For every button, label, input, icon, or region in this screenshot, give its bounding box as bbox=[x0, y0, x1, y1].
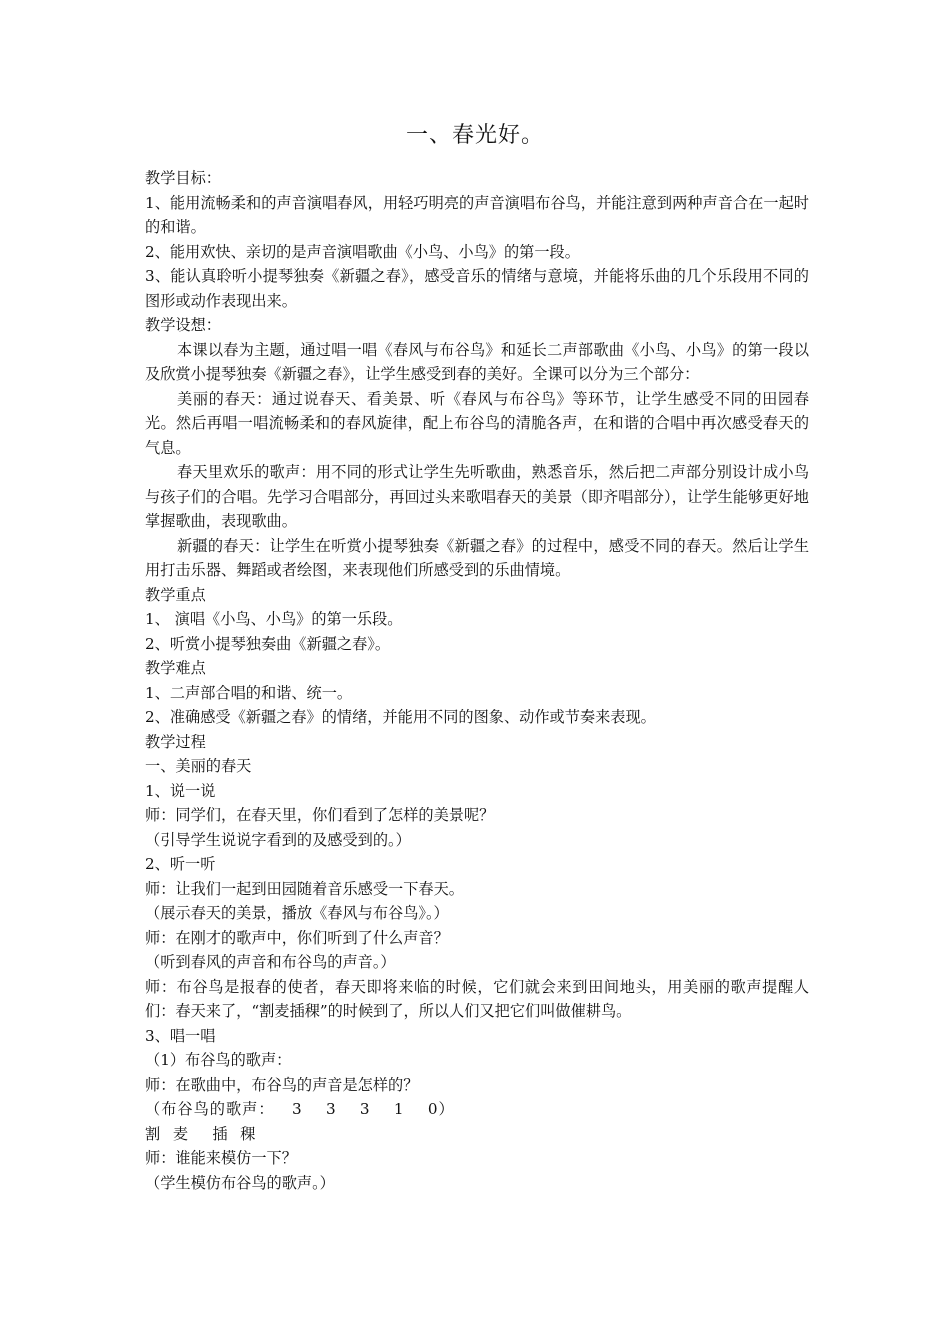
process-line: （1）布谷鸟的歌声： bbox=[145, 1051, 292, 1069]
difficulty-item: 1、二声部合唱的和谐、统一。 bbox=[145, 683, 353, 702]
key-heading: 教学重点 bbox=[145, 585, 206, 604]
process-line: 3、唱一唱 bbox=[145, 1026, 216, 1045]
process-line: （听到春风的声音和布谷鸟的声音。） bbox=[145, 953, 396, 971]
process-line: （引导学生说说字看到的及感受到的。） bbox=[145, 830, 411, 849]
process-line: 一、美丽的春天 bbox=[145, 757, 252, 775]
process-line: 1、说一说 bbox=[145, 781, 216, 800]
process-line: 师：布谷鸟是报春的使者，春天即将来临的时候，它们就会来到田间地头，用美丽的歌声提醒人们：春天来了，“割麦插稞”的时候到了，所以人们又把它们叫做催耕鸟。 bbox=[145, 977, 809, 1020]
process-heading: 教学过程 bbox=[145, 732, 206, 751]
process-line: 师：同学们，在春天里，你们看到了怎样的美景呢？ bbox=[145, 806, 495, 824]
cuckoo-notation: （布谷鸟的歌声： 3 3 3 1 0） bbox=[145, 1100, 455, 1118]
design-paragraph: 本课以春为主题，通过唱一唱《春风与布谷鸟》和延长二声部歌曲《小鸟、小鸟》的第一段以及欣赏小提琴独奏《新疆之春》，让学生感受到春的美好。全课可以分为三个部分： bbox=[145, 340, 809, 383]
design-paragraph: 美丽的春天：通过说春天、看美景、听《春风与布谷鸟》等环节，让学生感受不同的田园春光。然后再唱一唱流畅柔和的春风旋律，配上布谷鸟的清脆各声，在和谐的合唱中再次感受春天的气息。 bbox=[145, 389, 809, 457]
document-body bbox=[145, 166, 809, 1195]
difficulty-item: 2、准确感受《新疆之春》的情绪，并能用不同的图象、动作或节奏来表现。 bbox=[145, 708, 656, 726]
design-paragraph: 新疆的春天：让学生在听赏小提琴独奏《新疆之春》的过程中，感受不同的春天。然后让学生用打击乐器、舞蹈或者绘图，来表现他们所感受到的乐曲情境。 bbox=[145, 536, 809, 579]
process-line: 2、听一听 bbox=[145, 855, 216, 873]
goal-item: 2、能用欢快、亲切的是声音演唱歌曲《小鸟、小鸟》的第一段。 bbox=[145, 242, 580, 261]
design-paragraph: 春天里欢乐的歌声：用不同的形式让学生先听歌曲，熟悉音乐，然后把二声部分别设计成小鸟与孩子们的合唱。先学习合唱部分，再回过头来歌唱春天的美景（即齐唱部分），让学生能够更好地掌握歌曲，表现歌曲。 bbox=[145, 463, 809, 530]
key-item: 2、听赏小提琴独奏曲《新疆之春》。 bbox=[145, 634, 391, 653]
process-line: （学生模仿布谷鸟的歌声。） bbox=[145, 1173, 335, 1192]
cuckoo-lyrics: 割 麦 插 稞 bbox=[145, 1124, 257, 1143]
process-line: 师：在刚才的歌声中，你们听到了什么声音？ bbox=[145, 928, 449, 947]
process-line: 师：谁能来模仿一下？ bbox=[145, 1149, 297, 1167]
design-heading: 教学设想： bbox=[145, 316, 221, 334]
document-title: 一、春光好。 bbox=[405, 123, 544, 148]
difficulty-heading: 教学难点 bbox=[145, 659, 206, 677]
process-line: 师：在歌曲中，布谷鸟的声音是怎样的？ bbox=[145, 1075, 419, 1094]
goal-item: 3、能认真聆听小提琴独奏《新疆之春》，感受音乐的情绪与意境，并能将乐曲的几个乐段用不同的图形或动作表现出来。 bbox=[145, 267, 809, 310]
process-line: 师：让我们一起到田园随着音乐感受一下春天。 bbox=[145, 879, 464, 898]
goals-heading: 教学目标： bbox=[145, 169, 221, 187]
goal-item: 1、能用流畅柔和的声音演唱春风，用轻巧明亮的声音演唱布谷鸟，并能注意到两种声音合在一起时的和谐。 bbox=[145, 193, 809, 236]
process-line: （展示春天的美景，播放《春风与布谷鸟》。） bbox=[145, 904, 449, 922]
key-item: 1、 演唱《小鸟、小鸟》的第一乐段。 bbox=[145, 610, 403, 628]
